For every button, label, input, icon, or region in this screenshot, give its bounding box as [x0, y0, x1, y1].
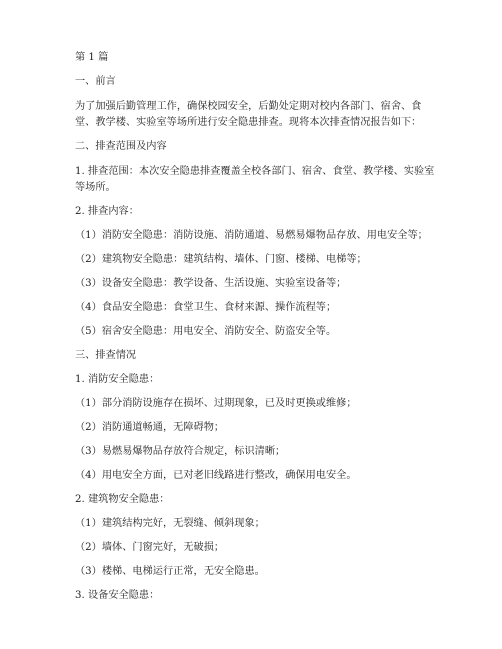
list-item: （2）墙体、门窗完好，无破损；: [75, 542, 225, 553]
page-label: 第 1 篇: [75, 52, 109, 63]
list-item: （1）建筑结构完好，无裂缝、倾斜现象；: [75, 518, 265, 529]
paragraph: 为了加强后勤管理工作，确保校园安全，后勤处定期对校内各部门、宿舍、食堂、教学楼、实验室等场所进行安全隐患排查。现将本次排查情况报告如下：: [75, 101, 422, 128]
document-body: [75, 75, 438, 602]
list-item: （2）建筑物安全隐患：建筑结构、墙体、门窗、楼梯、电梯等；: [75, 254, 367, 265]
section-heading: 二、排查范围及内容: [75, 141, 167, 152]
section-heading: 三、排查情况: [75, 350, 137, 361]
list-item: （3）楼梯、电梯运行正常，无安全隐患。: [75, 566, 265, 577]
list-item: 3. 设备安全隐患：: [75, 590, 160, 601]
list-item: （2）消防通道畅通，无障碍物；: [75, 422, 225, 433]
list-item: （3）设备安全隐患：教学设备、生活设施、实验室设备等；: [75, 278, 347, 289]
list-item: （1）消防安全隐患：消防设施、消防通道、易燃易爆物品存放、用电安全等；: [75, 230, 428, 241]
list-item: 1. 消防安全隐患：: [75, 374, 160, 385]
list-item: 2. 建筑物安全隐患：: [75, 494, 170, 505]
paragraph: 1. 排查范围：本次安全隐患排查覆盖全校各部门、宿舍、食堂、教学楼、实验室等场所。: [75, 166, 435, 193]
list-item: （3）易燃易爆物品存放符合规定，标识清晰；: [75, 446, 286, 457]
list-item: （4）用电安全方面，已对老旧线路进行整改，确保用电安全。: [75, 470, 357, 481]
list-item: （1）部分消防设施存在损坏、过期现象，已及时更换或维修；: [75, 398, 357, 409]
list-item: 2. 排查内容：: [75, 206, 139, 217]
list-item: （5）宿舍安全隐患：用电安全、消防安全、防盗安全等。: [75, 326, 337, 337]
section-heading: 一、前言: [75, 76, 116, 87]
list-item: （4）食品安全隐患：食堂卫生、食材来源、操作流程等；: [75, 302, 337, 313]
